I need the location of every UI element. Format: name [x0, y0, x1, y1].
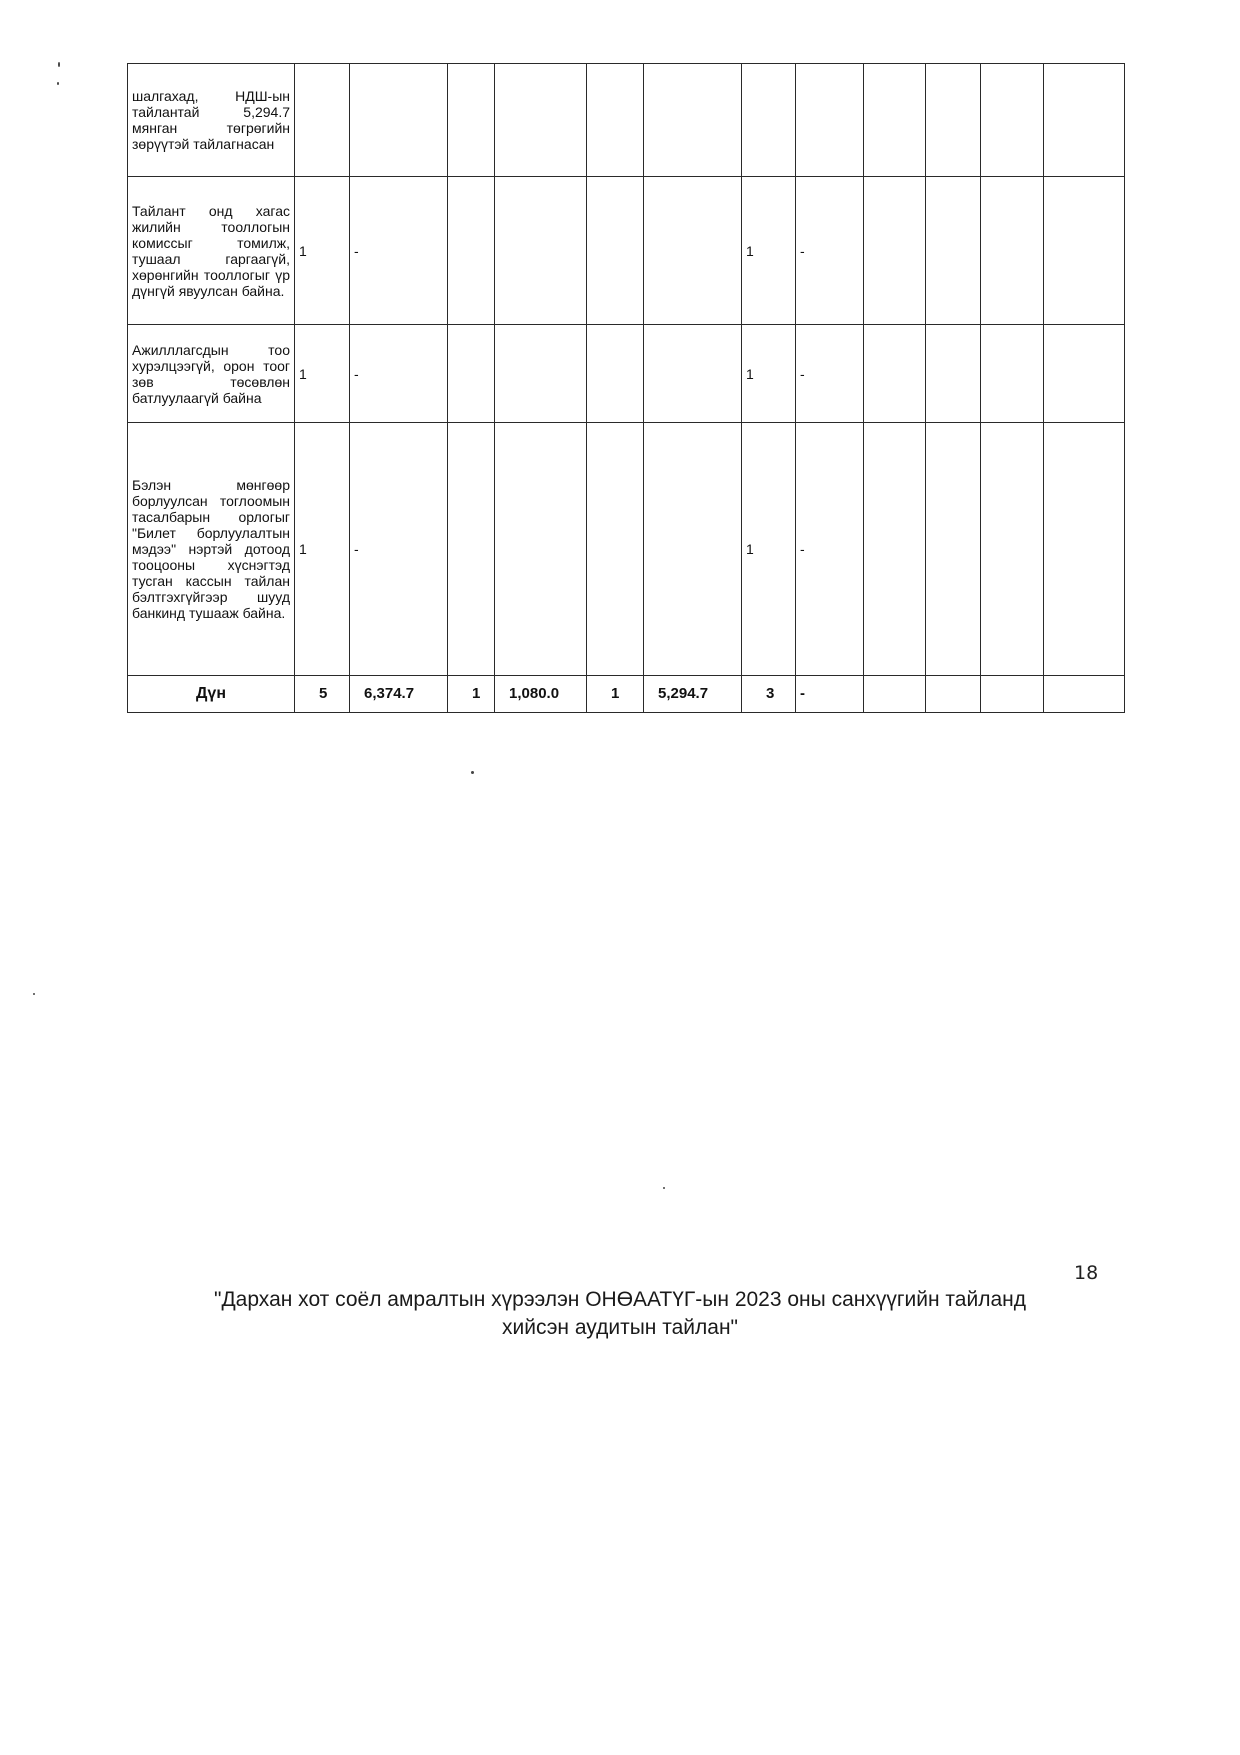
total-row: [128, 676, 1125, 713]
table-cell: [926, 325, 981, 423]
total-cell: [981, 676, 1044, 713]
finding-description: Ажилллагсдын тоо хурэлцээгүй, орон тоог зөв төсөвлөн батлуулаагүй байна: [128, 325, 295, 423]
table-cell: 1: [742, 423, 796, 676]
scan-speck: [57, 82, 59, 85]
total-label: Дүн: [128, 676, 295, 713]
table-cell: [864, 423, 926, 676]
table-row: [128, 325, 1125, 423]
table-row: [128, 64, 1125, 177]
table-cell: [495, 64, 587, 177]
document-footer: [140, 1286, 1100, 1342]
table-cell: [495, 423, 587, 676]
page-number: 18: [1074, 1262, 1099, 1284]
table-cell: 1: [295, 177, 350, 325]
table-cell: [926, 177, 981, 325]
table-cell: [981, 325, 1044, 423]
table-cell: -: [350, 177, 448, 325]
table-cell: [1044, 325, 1125, 423]
table-cell: [495, 325, 587, 423]
table-cell: [448, 325, 495, 423]
footer-line: хийсэн аудитын тайлан": [502, 1316, 738, 1339]
table-cell: [1044, 177, 1125, 325]
table-cell: [295, 64, 350, 177]
table-cell: -: [350, 325, 448, 423]
table-cell: [864, 177, 926, 325]
table-cell: [796, 64, 864, 177]
table-cell: [448, 177, 495, 325]
table-cell: [495, 177, 587, 325]
table-cell: [350, 64, 448, 177]
table-cell: [587, 64, 644, 177]
table-cell: [864, 325, 926, 423]
total-cell: 1,080.0: [495, 676, 587, 713]
table-cell: [644, 177, 742, 325]
table-cell: [864, 64, 926, 177]
table-row: [128, 177, 1125, 325]
table-cell: [644, 325, 742, 423]
table-cell: [981, 64, 1044, 177]
table-cell: [981, 423, 1044, 676]
table-cell: [644, 64, 742, 177]
total-cell: 3: [742, 676, 796, 713]
table-cell: -: [796, 423, 864, 676]
total-cell: [1044, 676, 1125, 713]
footer-line: "Дархан хот соёл амралтын хүрээлэн ОНӨААТҮГ-ын 2023 оны санхүүгийн тайланд: [214, 1288, 1026, 1311]
table-cell: 1: [295, 325, 350, 423]
table-cell: 1: [295, 423, 350, 676]
total-cell: -: [796, 676, 864, 713]
finding-description: Бэлэн мөнгөөр борлуулсан тоглоомын тасалбарын орлогыг "Билет борлуулалтын мэдээ" нэртэй дотоод тооцооны хүснэгтэд тусган кассын тайлан бэлтгэхгүйгээр шууд банкинд тушааж байна.: [128, 423, 295, 676]
table-row: [128, 423, 1125, 676]
scan-speck: [663, 1187, 665, 1189]
table-cell: 1: [742, 325, 796, 423]
total-cell: 5,294.7: [644, 676, 742, 713]
total-cell: [864, 676, 926, 713]
total-cell: 1: [448, 676, 495, 713]
table-cell: [926, 64, 981, 177]
table-cell: [587, 423, 644, 676]
table-cell: [587, 177, 644, 325]
table-cell: [587, 325, 644, 423]
scan-speck: [58, 62, 60, 67]
scan-speck: [471, 771, 474, 774]
table-cell: [448, 64, 495, 177]
total-cell: [926, 676, 981, 713]
finding-description: Тайлант онд хагас жилийн тооллогын комиссыг томилж, тушаал гаргаагүй, хөрөнгийн тооллогыг үр дүнгүй явуулсан байна.: [128, 177, 295, 325]
total-cell: 5: [295, 676, 350, 713]
total-cell: 1: [587, 676, 644, 713]
table-cell: -: [796, 325, 864, 423]
finding-description: шалгахад, НДШ-ын тайлантай 5,294.7 мянган төгрөгийн зөрүүтэй тайлагнасан: [128, 64, 295, 177]
table-cell: [644, 423, 742, 676]
audit-findings-table: [127, 63, 1125, 713]
table-cell: -: [796, 177, 864, 325]
table-cell: [1044, 64, 1125, 177]
table-cell: [926, 423, 981, 676]
table-cell: [448, 423, 495, 676]
table-cell: [1044, 423, 1125, 676]
table-cell: [742, 64, 796, 177]
table-cell: -: [350, 423, 448, 676]
table-cell: [981, 177, 1044, 325]
table-cell: 1: [742, 177, 796, 325]
total-cell: 6,374.7: [350, 676, 448, 713]
scan-speck: [33, 993, 35, 995]
